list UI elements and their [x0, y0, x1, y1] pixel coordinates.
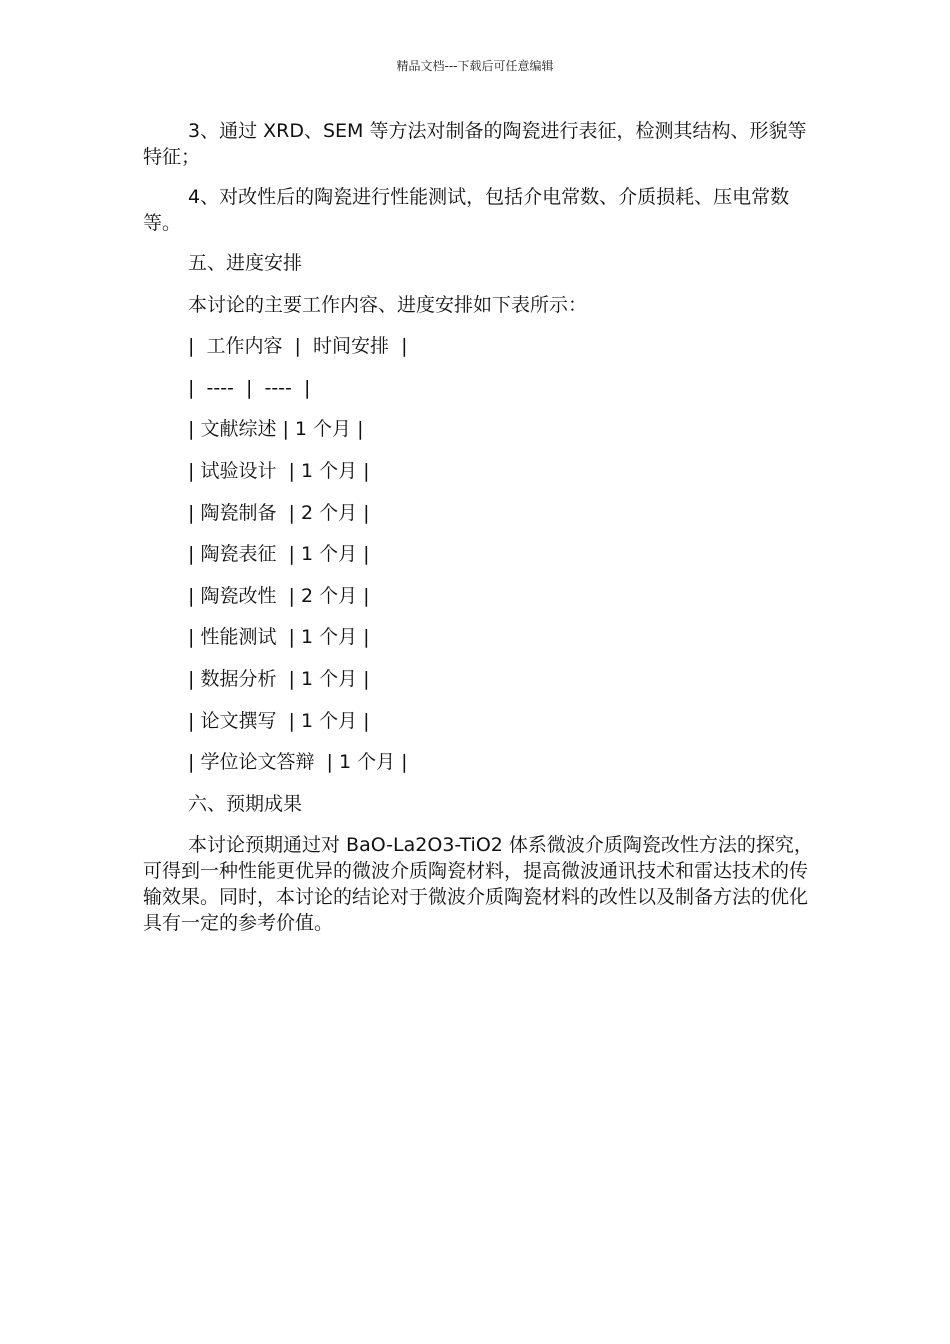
schedule-intro: 本讨论的主要工作内容、进度安排如下表所示： — [188, 293, 588, 316]
table-row: | 论文撰写 | 1 个月 | — [188, 709, 370, 732]
table-row: | 文献综述 | 1 个月 | — [188, 418, 364, 441]
section-heading-outcomes: 六、预期成果 — [188, 792, 303, 815]
outcomes-paragraph: 本讨论预期通过对 BaO-La2O3-TiO2 体系微波介质陶瓷改性方法的探究，可得到一种性能更优异的微波介质陶瓷材料，提高微波通讯技术和雷达技术的传输效果。同时，本讨论的结论对于微波介质陶瓷材料的改性以及制备方法的优化具有一定的参考价值。 — [143, 834, 813, 935]
table-row: | 陶瓷改性 | 2 个月 | — [188, 584, 370, 607]
paragraph-item-3: 3、通过 XRD、SEM 等方法对制备的陶瓷进行表征，检测其结构、形貌等特征； — [143, 120, 807, 168]
table-separator-row: | ---- | ---- | — [188, 376, 311, 399]
table-header-row: | 工作内容 | 时间安排 | — [188, 335, 408, 358]
document-body — [143, 118, 815, 950]
table-row: | 试验设计 | 1 个月 | — [188, 459, 370, 482]
section-heading-schedule: 五、进度安排 — [188, 252, 303, 274]
table-row: | 学位论文答辩 | 1 个月 | — [188, 751, 408, 774]
table-row: | 性能测试 | 1 个月 | — [188, 626, 370, 649]
table-row: | 陶瓷表征 | 1 个月 | — [188, 543, 370, 566]
table-row: | 陶瓷制备 | 2 个月 | — [188, 501, 370, 524]
page-header: 精品文档---下载后可任意编辑 — [396, 59, 554, 73]
paragraph-item-4: 4、对改性后的陶瓷进行性能测试，包括介电常数、介质损耗、压电常数等。 — [143, 186, 790, 234]
table-row: | 数据分析 | 1 个月 | — [188, 667, 370, 690]
